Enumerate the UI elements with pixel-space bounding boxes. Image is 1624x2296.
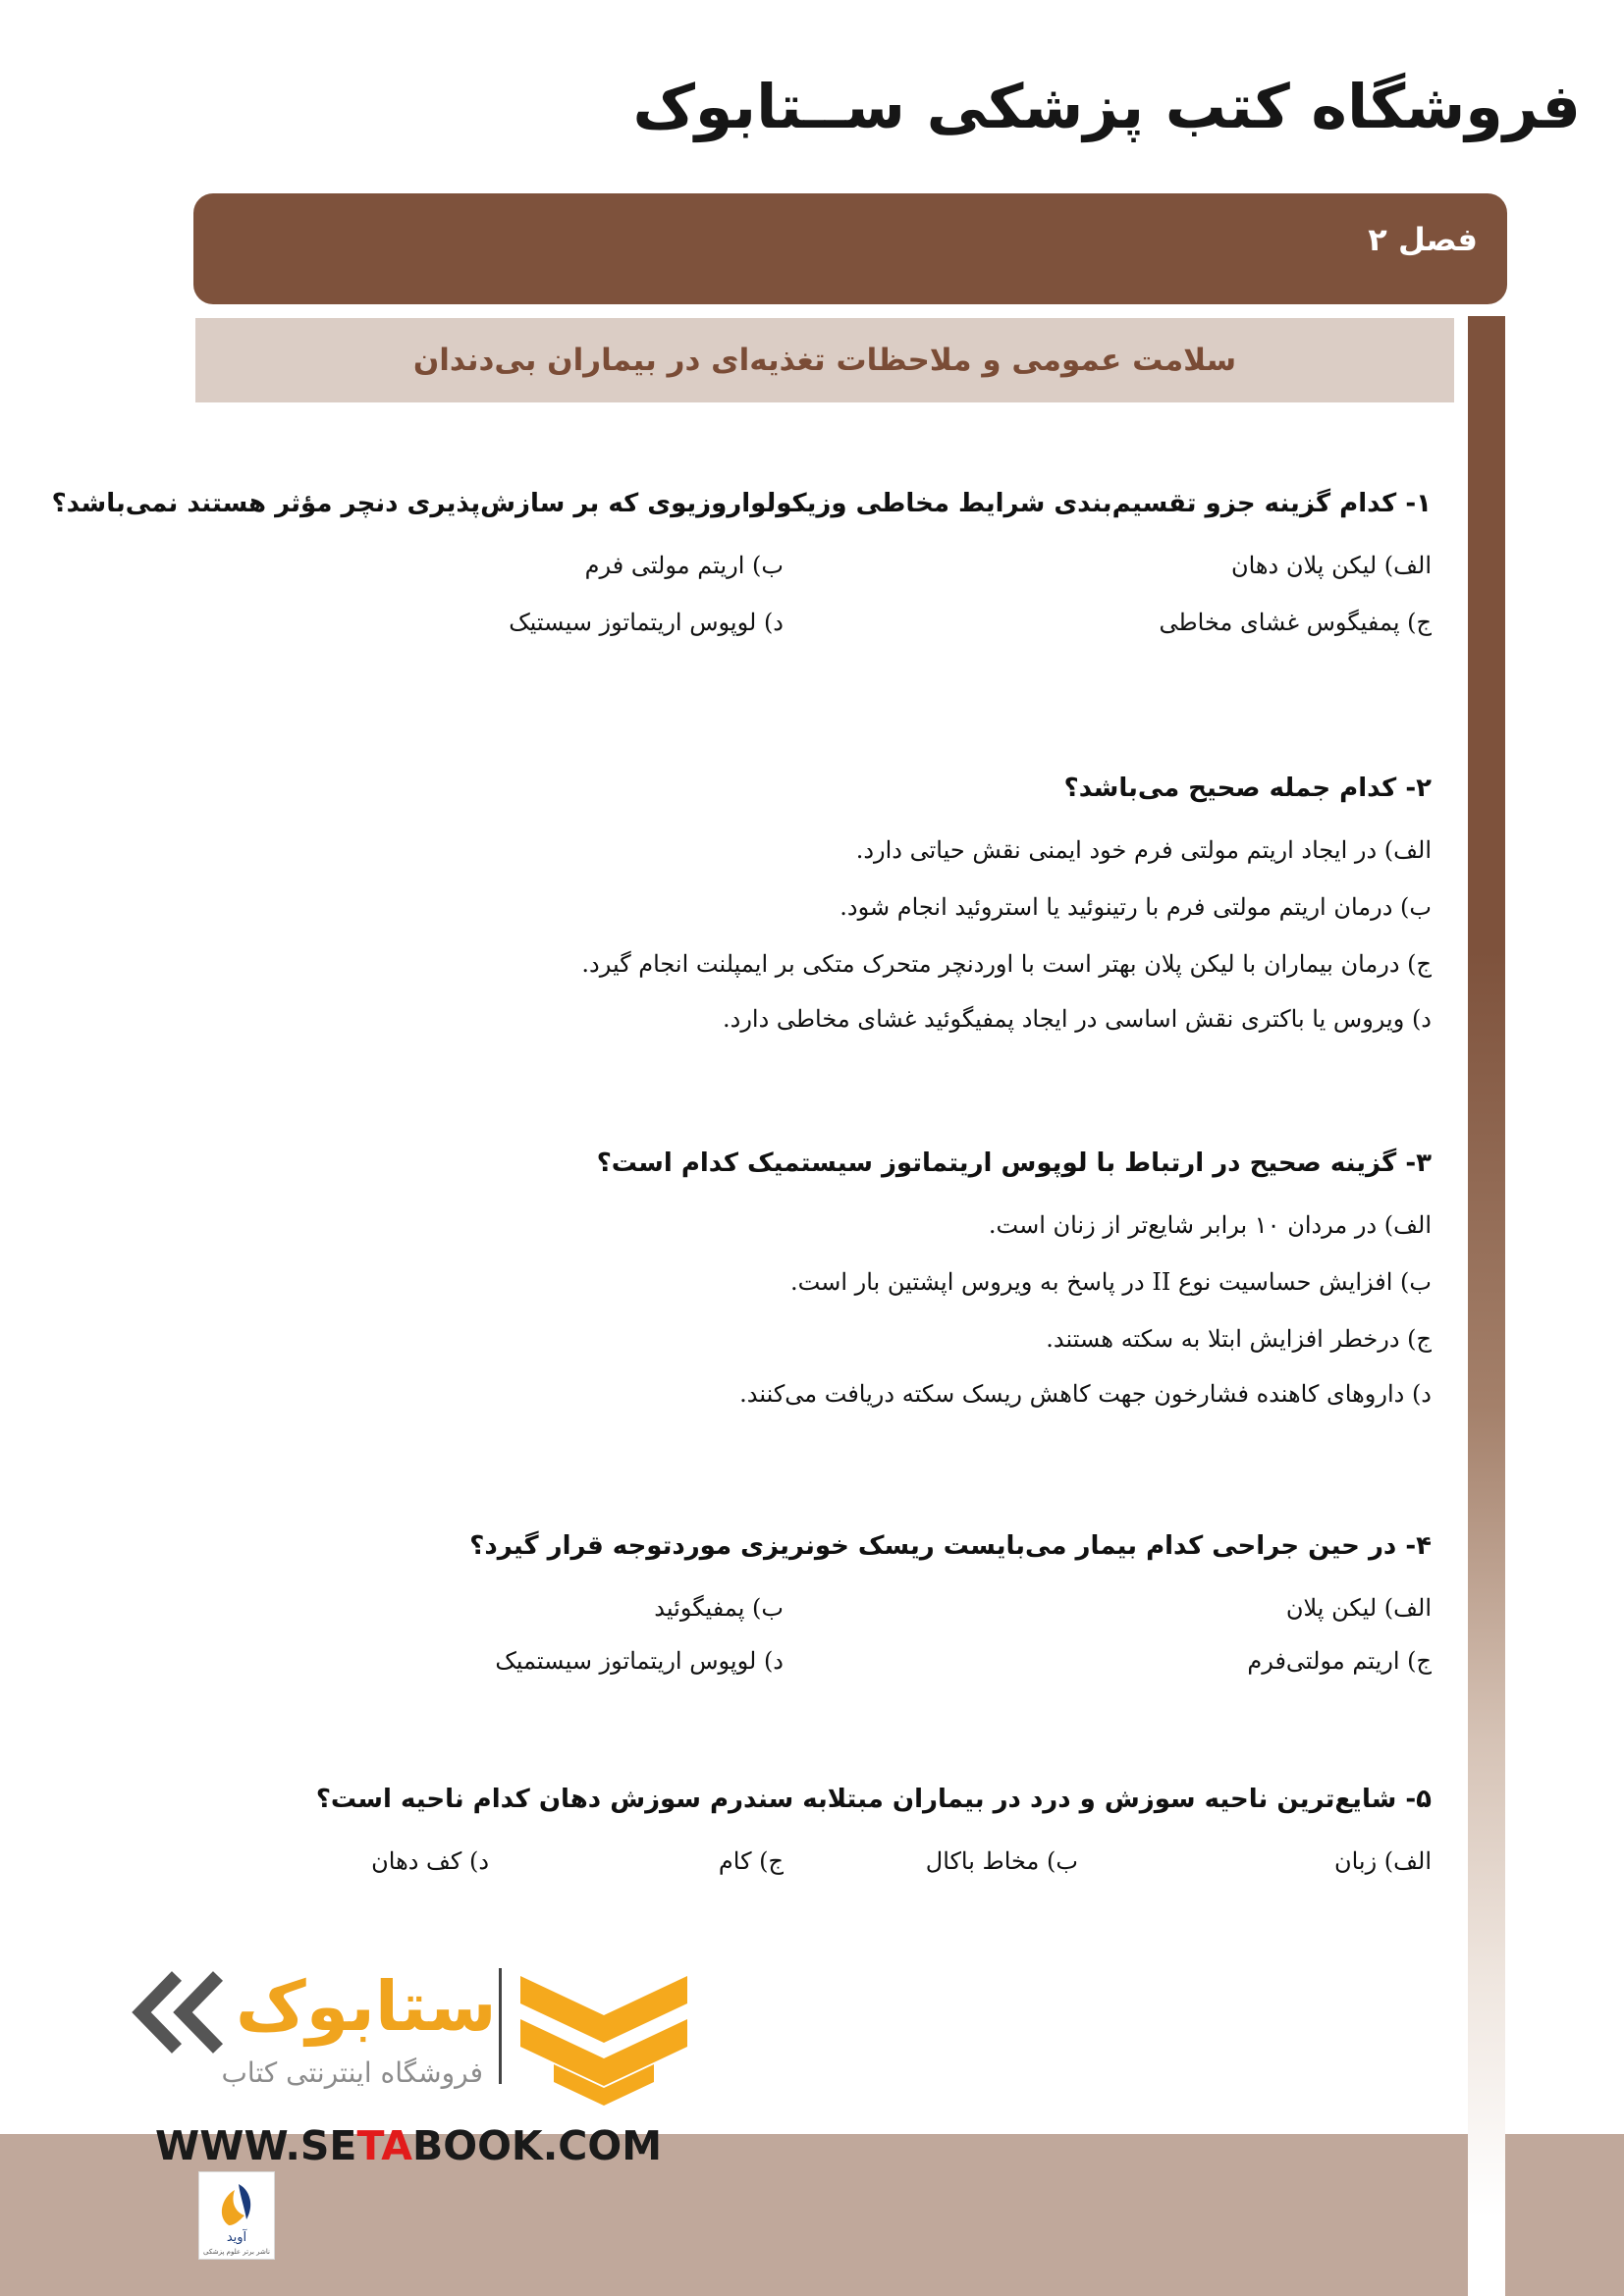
store-title: فروشگاه کتب پزشکی ســتابوک <box>632 71 1581 142</box>
publisher-tagline: ناشر برتر علوم پزشکی <box>203 2248 270 2256</box>
footer-band-right <box>1505 2134 1624 2296</box>
chapter-subtitle: سلامت عمومی و ملاحظات تغذیه‌ای در بیماران بی‌دندان <box>412 343 1237 378</box>
question-3 <box>187 1148 1432 1178</box>
publisher-logo <box>198 2171 275 2260</box>
chapter-label: فصل ۲ <box>1368 221 1478 258</box>
question-1-option-d: د) لوپوس اریتماتوز سیستیک <box>509 609 784 636</box>
question-4-option-d: د) لوپوس اریتماتوز سیستمیک <box>495 1647 784 1675</box>
question-1-option-a: الف) لیکن پلان دهان <box>1230 552 1432 579</box>
question-5-option-b: ب) مخاط باکال <box>925 1847 1078 1875</box>
question-text: ۵- شایع‌ترین ناحیه سوزش و درد در بیماران مبتلابه سندرم سوزش دهان کدام ناحیه است؟ <box>315 1785 1432 1814</box>
website-url-part2: BOOK.COM <box>411 2122 663 2169</box>
question-4 <box>187 1531 1432 1561</box>
question-1-option-c: ج) پمفیگوس غشای مخاطی <box>1159 609 1432 636</box>
book-emblem-icon <box>520 1958 687 2106</box>
website-url-part1: WWW.SE <box>155 2122 357 2169</box>
website-url-accent: TA <box>356 2122 412 2169</box>
question-1-option-b: ب) اریتم مولتی فرم <box>584 552 784 579</box>
chevron-double-left-icon <box>128 1968 226 2056</box>
question-1 <box>51 489 1432 518</box>
logo-divider <box>499 1968 502 2084</box>
question-2-option-c: ج) درمان بیماران با لیکن پلان بهتر است با اوردنچر متحرک متکی بر ایمپلنت انجام گیرد. <box>581 950 1432 978</box>
store-brand-tagline: فروشگاه اینترنتی کتاب <box>221 2056 483 2089</box>
question-3-option-d: د) داروهای کاهنده فشارخون جهت کاهش ریسک سکته دریافت می‌کنند. <box>739 1380 1432 1408</box>
question-2-option-b: ب) درمان اریتم مولتی فرم با رتینوئید یا استروئید انجام شود. <box>839 893 1432 921</box>
question-text: ۱- کدام گزینه جزو تقسیم‌بندی شرایط مخاطی وزیکولواروزیوی که بر سازش‌پذیری دنچر مؤثر هستند نمی‌باشد؟ <box>51 489 1432 518</box>
question-2-option-a: الف) در ایجاد اریتم مولتی فرم خود ایمنی نقش حیاتی دارد. <box>855 836 1432 864</box>
question-5-option-a: الف) زبان <box>1333 1847 1432 1875</box>
question-4-option-a: الف) لیکن پلان <box>1285 1594 1432 1622</box>
question-4-option-c: ج) اریتم مولتی‌فرم <box>1247 1647 1432 1675</box>
question-5-option-c: ج) کام <box>718 1847 784 1875</box>
chapter-bar <box>193 193 1507 304</box>
publisher-name: آوید <box>226 2230 247 2245</box>
question-3-option-b: ب) افزایش حساسیت نوع II در پاسخ به ویروس اپشتین بار است. <box>790 1268 1432 1296</box>
publisher-emblem-icon <box>199 2176 276 2231</box>
chapter-subtitle-band <box>195 318 1454 402</box>
question-5-option-d: د) کف دهان <box>371 1847 489 1875</box>
question-5 <box>187 1785 1432 1814</box>
question-4-option-b: ب) پمفیگوئید <box>654 1594 784 1622</box>
question-text: ۳- گزینه صحیح در ارتباط با لوپوس اریتماتوز سیستمیک کدام است؟ <box>596 1148 1432 1178</box>
store-brand-name: ستابوک <box>236 1966 497 2047</box>
question-text: ۲- کدام جمله صحیح می‌باشد؟ <box>1063 774 1432 803</box>
website-url <box>155 2122 662 2169</box>
question-2-option-d: د) ویروس یا باکتری نقش اساسی در ایجاد پمفیگوئید غشای مخاطی دارد. <box>723 1005 1432 1033</box>
question-3-option-c: ج) درخطر افزایش ابتلا به سکته هستند. <box>1046 1325 1432 1353</box>
question-text: ۴- در حین جراحی کدام بیمار می‌بایست ریسک خونریزی موردتوجه قرار گیرد؟ <box>469 1531 1432 1561</box>
question-3-option-a: الف) در مردان ۱۰ برابر شایع‌تر از زنان است. <box>988 1211 1432 1239</box>
store-logo <box>128 1958 697 2145</box>
question-2 <box>187 774 1432 803</box>
side-decor-bar <box>1468 316 1505 2296</box>
